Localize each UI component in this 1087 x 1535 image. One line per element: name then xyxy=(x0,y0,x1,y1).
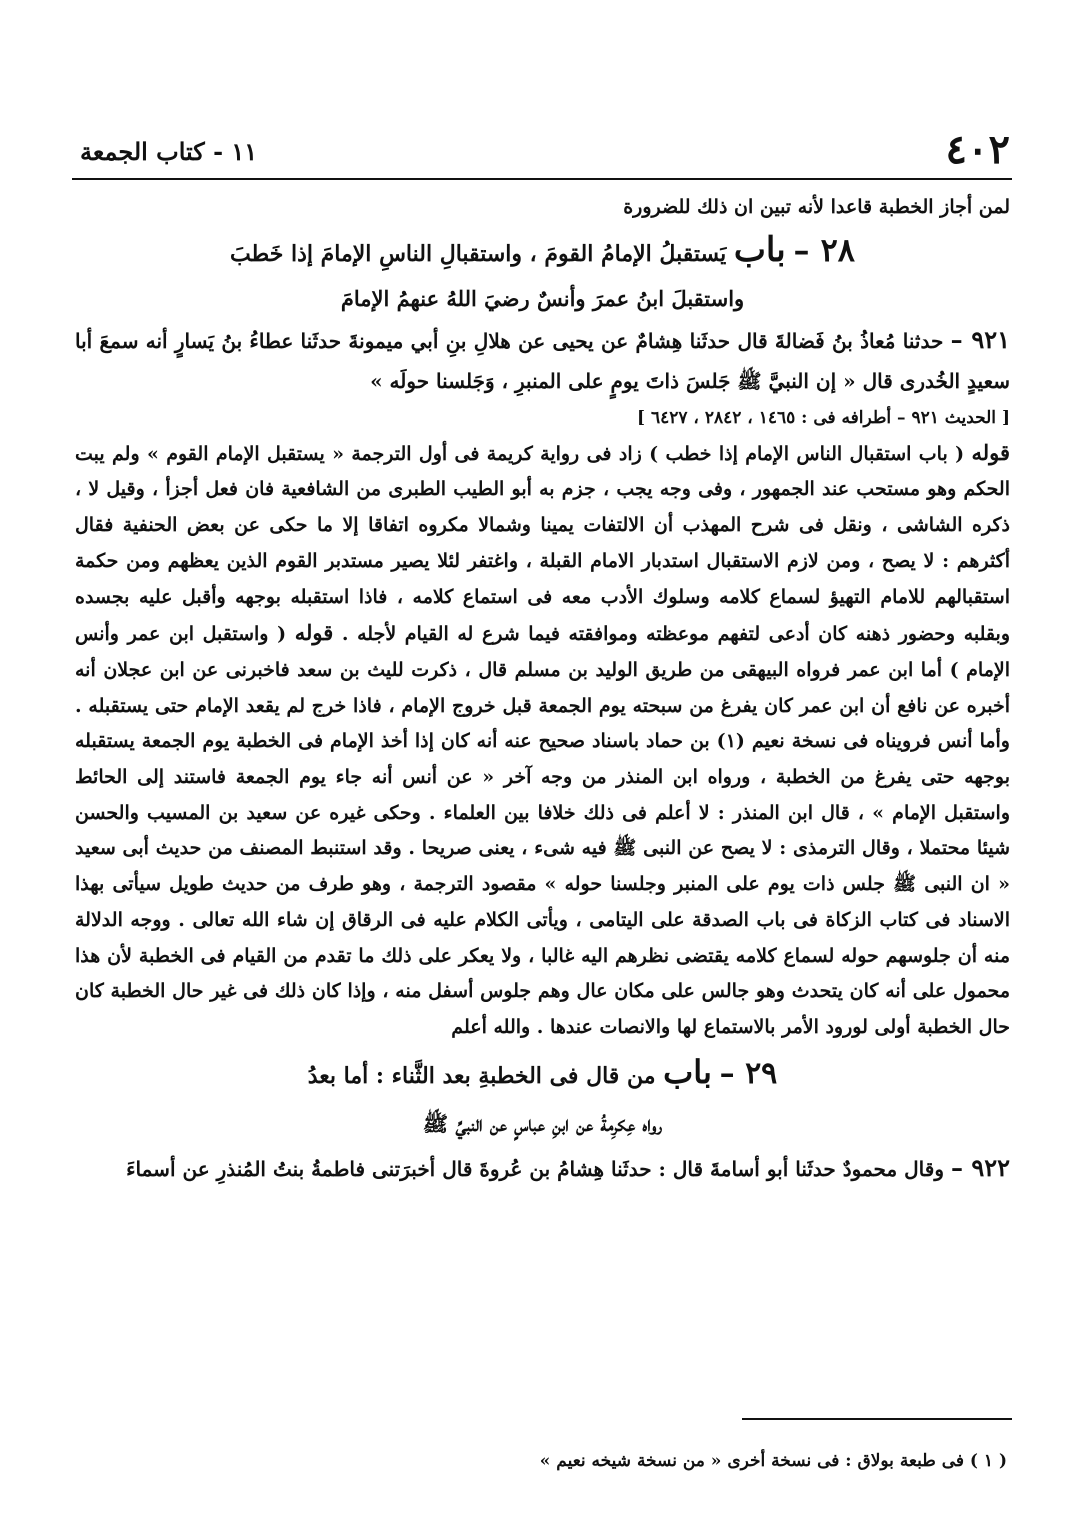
hadith-922-text: وقال محمودٌ حدثَنا أبو أسامةَ قال : حدثَنا هِشامُ بن عُروةَ قال أخبرَتنى فاطمةُ بنتُ المُنذرِ عن أسماءَ xyxy=(126,1156,944,1181)
bab-29-heading xyxy=(75,1046,1010,1102)
hadith-921-text: مُعاذُ بنُ فَضالةَ قال حدثَنا هِشامٌ عن يحيى عن هلالِ بنِ أبي ميمونةَ حدثَنا عطاءُ بنُ يَسارٍ أنه سمعَ أبا سعيدٍ الخُدرى قال « إن النبيَّ ﷺ جَلسَ ذاتَ يومٍ على المنبرِ ، وَجَلسنا حولَه » xyxy=(75,328,1010,393)
bab-29-number: ٢٩ – xyxy=(719,1055,778,1091)
commentary-qawluh-2: قوله xyxy=(294,620,334,646)
page-number: ٤٠٢ xyxy=(945,126,1010,173)
bab-28-subtitle: واستقبلَ ابنُ عمرَ وأنسٌ رضيَ اللهُ عنهمُ الإمامَ xyxy=(340,285,745,311)
footnote: ( ١ ) فى طبعة بولاق : فى نسخة أخرى « من نسخة شيخه نعيم » xyxy=(539,1451,1007,1471)
bab-28-title: يَستقبلُ الإمامُ القومَ ، واستقبالِ الناسِ الإمامَ إذا خَطبَ xyxy=(230,240,727,267)
bab-28-word: باب xyxy=(733,229,786,270)
header-divider xyxy=(72,178,1012,180)
hadith-922-number: ٩٢٢ – xyxy=(950,1152,1010,1182)
commentary-qawluh: قوله xyxy=(971,439,1010,465)
hadith-921-atraf: [ الحديث ٩٢١ – أطرافه فى : ١٤٦٥ ، ٢٨٤٢ ، ٦٤٢٧ ] xyxy=(637,407,1010,428)
hadith-922 xyxy=(75,1146,1010,1191)
commentary-text-2: ( واستقبل ابن عمر وأنس الإمام ) أما ابن عمر فرواه البيهقى من طريق الوليد بن مسلم قال ، ذكرت لليث بن سعد فاخبرنى عن ابن عجلان أنه أخبره عن نافع أن ابن عمر كان يفرغ من سبحته يوم الجمعة قبل خروج الإمام ، فاذا خرج لم يقعد الإمام حتى يستقبله . وأما أنس فرويناه فى نسخة نعيم (١) بن حماد باسناد صحيح عنه أنه كان إذا أخذ الإمام فى الخطبة يوم الجمعة يستقبله بوجهه حتى يفرغ من الخطبة ، ورواه ابن المنذر من وجه آخر « عن أنس أنه جاء يوم الجمعة فاستند إلى الحائط واستقبل الإمام » ، قال ابن المنذر : لا أعلم فى ذلك خلافا بين العلماء . وحكى غيره عن سعيد بن المسيب والحسن شيئا محتملا ، وقال الترمذى : لا يصح عن النبى ﷺ فيه شىء ، يعنى صريحا . وقد استنبط المصنف من حديث أبى سعيد « ان النبى ﷺ جلس ذات يوم على المنبر وجلسنا حوله » مقصود الترجمة ، وهو طرف من حديث طويل سيأتى بهذا الاسناد فى كتاب الزكاة فى باب الصدقة على اليتامى ، ويأتى الكلام عليه فى الرقاق إن شاء الله تعالى . ووجه الدلالة منه أن جلوسهم حوله لسماع كلامه يقتضى نظرهم اليه غالبا ، ولا يعكر على ذلك ما تقدم من القيام فى الخطبة لأن هذا محمول على أنه كان يتحدث وهو جالس على مكان عال وهم جلوس أسفل منه ، وإذا كان ذلك فى غير حال الخطبة كان حال الخطبة أولى لورود الأمر بالاستماع لها والانصات عندها . والله أعلم xyxy=(75,623,1010,1038)
intro-line: لمن أجاز الخطبة قاعدا لأنه تبين ان ذلك للضرورة xyxy=(623,196,1010,218)
page-body xyxy=(75,190,1010,1191)
commentary xyxy=(75,435,1010,1046)
hadith-921 xyxy=(75,320,1010,401)
bab-28-heading xyxy=(75,226,1010,278)
hadith-921-haddathana: حدثنا xyxy=(902,328,944,353)
bab-29-title: من قال فى الخطبةِ بعد الثَّناء : أما بعدُ xyxy=(307,1062,656,1089)
book-title: ١١ - كتاب الجمعة xyxy=(80,137,258,166)
hadith-921-number: ٩٢١ – xyxy=(950,324,1010,354)
bab-28-number: ٢٨ – xyxy=(793,230,855,269)
commentary-text: ( باب استقبال الناس الإمام إذا خطب ) زاد فى رواية كريمة فى أول الترجمة « يستقبل الإمام القوم » ولم يبت الحكم وهو مستحب عند الجمهور ، وفى وجه يجب ، جزم به أبو الطيب الطبرى من الشافعية فان فعل أجزأ ، وقيل لا ، ذكره الشاشى ، ونقل فى شرح المهذب أن الالتفات يمينا وشمالا مكروه اتفاقا إلا ما حكى عن بعض الحنفية فقال أكثرهم : لا يصح ، ومن لازم الاستقبال استدبار الامام القبلة ، واغتفر لئلا يصير مستدبر القوم الذين يعظهم ومن حكمة استقبالهم للامام التهيؤ لسماع كلامه وسلوك الأدب معه فى استماع كلامه ، فاذا استقبله بوجهه وأقبل عليه بجسده وبقلبه وحضور ذهنه كان أدعى لتفهم موعظته وموافقته فيما شرع له القيام لأجله . xyxy=(75,442,1011,646)
bab-29-word: باب xyxy=(663,1052,712,1091)
footnote-divider xyxy=(742,1418,1012,1420)
bab-29-subtitle: رواه عِكرِمةُ عن ابنِ عباسٍ عن النبيِّ ﷺ xyxy=(422,1110,663,1136)
page-header xyxy=(80,128,1010,172)
